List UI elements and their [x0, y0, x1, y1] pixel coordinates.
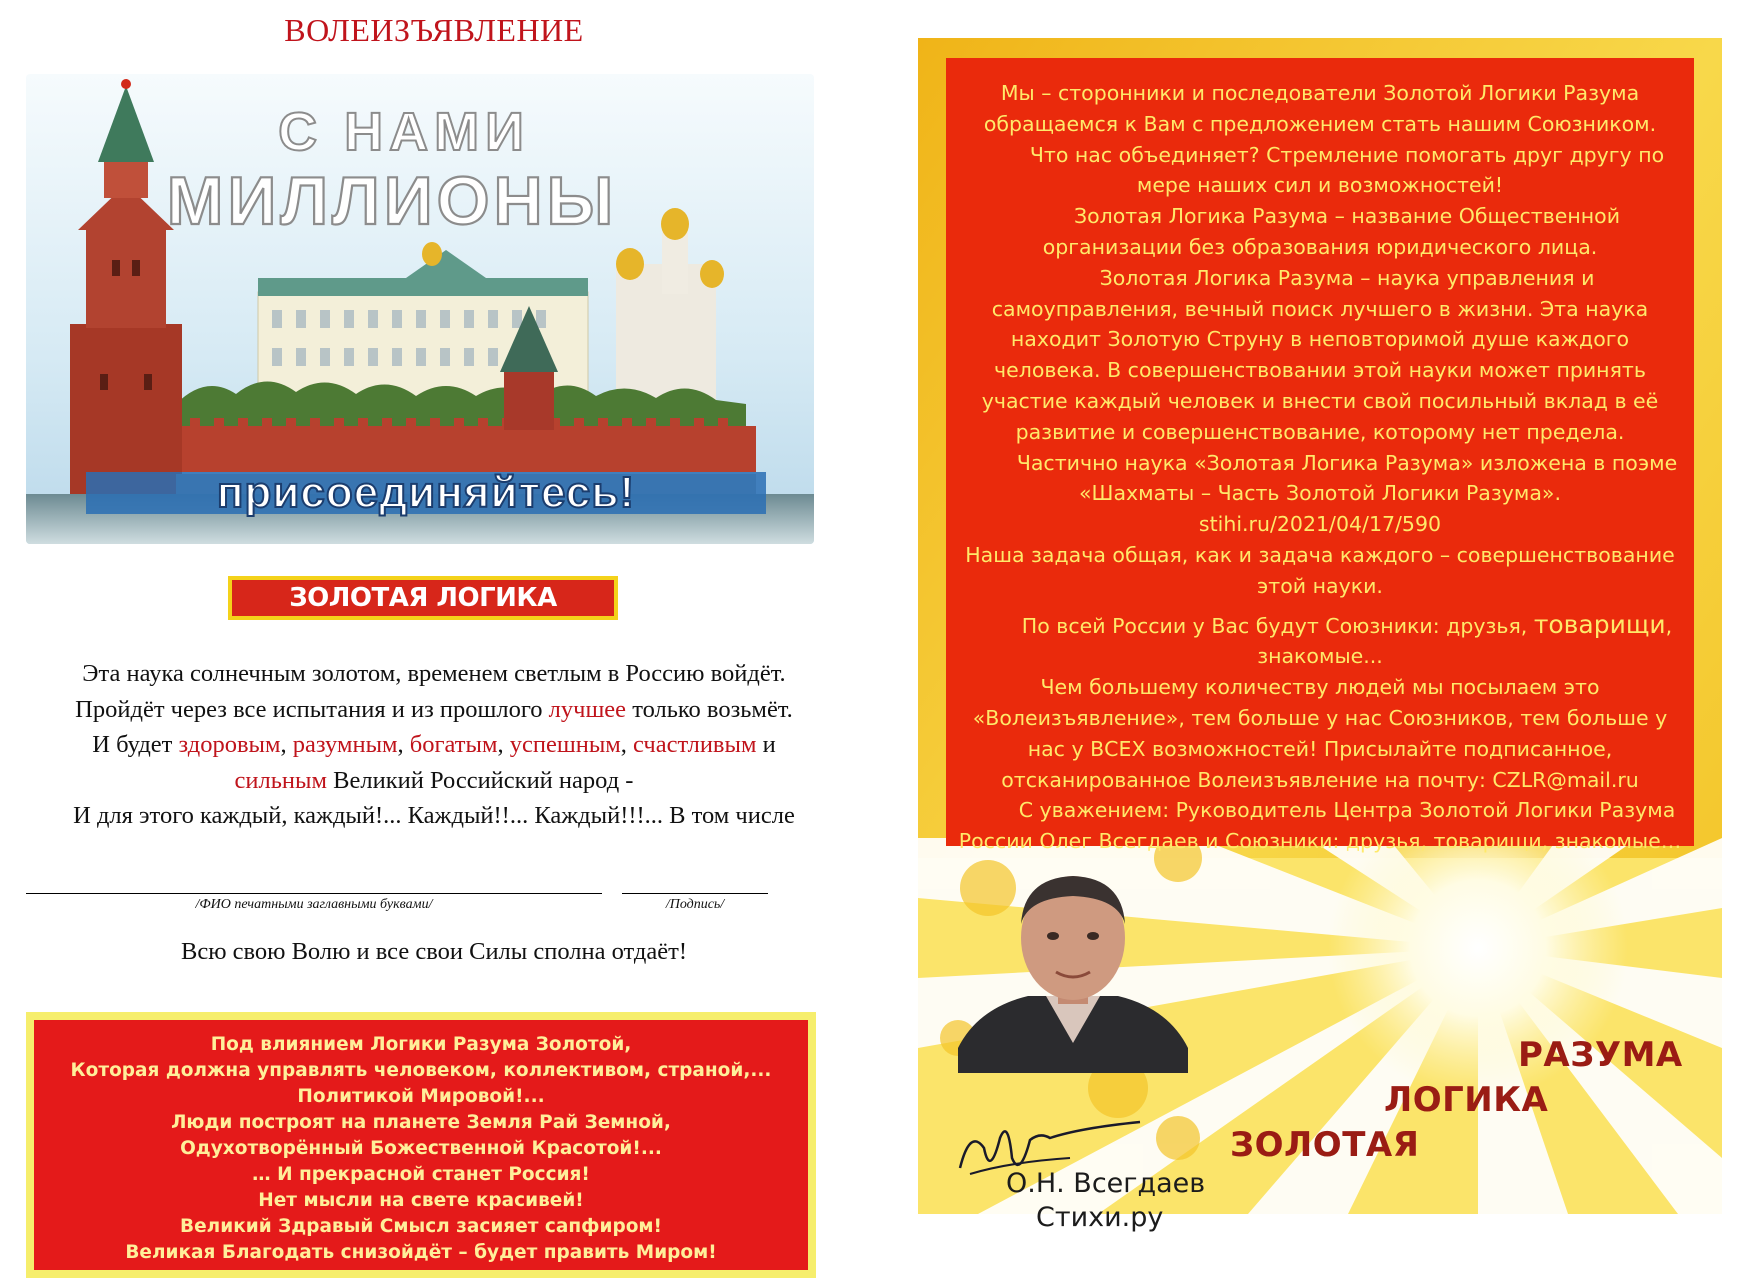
- appeal-paragraph: Наша задача общая, как и задача каждого – совершенствование этой науки.: [965, 542, 1675, 598]
- highlight-word: счастливым: [633, 731, 757, 758]
- highlight-word: разумным: [292, 731, 398, 758]
- quote-line: Великий Здравый Смысл засияет сапфиром!: [180, 1216, 662, 1237]
- document-title: ВОЛЕИЗЪЯВЛЕНИЕ: [284, 12, 584, 48]
- hero-heading-line1: С НАМИ: [278, 102, 530, 162]
- brand-word-razuma: РАЗУМА: [1518, 1035, 1683, 1075]
- appeal-paragraph: По всей России у Вас будут Союзники: друзья, товарищи, знакомые...: [1021, 609, 1673, 669]
- highlight-word: сильным: [234, 766, 328, 794]
- quote-line: Одухотворённый Божественной Красотой!...: [180, 1138, 662, 1159]
- name-field-line[interactable]: [26, 893, 602, 894]
- signature-field-caption: /Подпись/: [665, 897, 725, 912]
- quote-line: Политикой Мировой!...: [297, 1086, 545, 1107]
- quote-line: Нет мысли на свете красивей!: [258, 1190, 584, 1211]
- highlight-word: здоровым: [178, 731, 281, 758]
- quote-line: Люди построят на планете Земля Рай Земной,: [171, 1112, 671, 1133]
- highlight-word: успешным: [509, 731, 621, 758]
- hero-banner-text: присоединяйтесь!: [216, 468, 636, 517]
- poem-text: [0, 656, 868, 834]
- emphasis-word: товарищи: [1533, 609, 1666, 639]
- poem-line: Эта наука солнечным золотом, временем светлым в Россию войдёт.: [82, 660, 786, 687]
- poem-line: И будет здоровым, разумным, богатым, успешным, счастливым и: [92, 731, 776, 758]
- author-site: Стихи.ру: [1036, 1202, 1164, 1233]
- quote-line: Под влиянием Логики Разума Золотой,: [210, 1034, 632, 1055]
- quote-box: [26, 1012, 816, 1278]
- brand-word-logika: ЛОГИКА: [1384, 1080, 1549, 1120]
- author-name: О.Н. Всегдаев: [1006, 1168, 1206, 1199]
- quote-line: Великая Благодать снизойдёт – будет править Миром!: [125, 1242, 717, 1263]
- signature-field-line[interactable]: [622, 893, 768, 894]
- author-portrait: [958, 868, 1188, 1073]
- hero-heading-line2: МИЛЛИОНЫ: [166, 163, 618, 239]
- closing-line: Всю свою Волю и все свои Силы сполна отдаёт!: [180, 938, 688, 965]
- appeal-paragraph: Что нас объединяет? Стремление помогать друг другу по мере наших сил и возможностей!: [1029, 142, 1665, 198]
- appeal-paragraph: С уважением: Руководитель Центра Золотой Логики Разума России Олег Всегдаев и Союзники: друзья, товарищи, знакомые…: [958, 798, 1682, 854]
- name-field-caption: /ФИО печатными заглавными буквами/: [195, 897, 433, 912]
- appeal-paragraph: Золотая Логика Разума – название Общественной организации без образования юридического лица.: [1042, 204, 1621, 259]
- appeal-paragraph: Мы – сторонники и последователи Золотой Логики Разума обращаемся к Вам с предложением стать нашим Союзником.: [983, 81, 1657, 136]
- highlight-word: лучшее: [548, 695, 627, 723]
- kremlin-banner-image: [26, 74, 814, 544]
- appeal-paragraph: Золотая Логика Разума – наука управления и самоуправления, вечный поиск лучшего в жизни. Эта наука находит Золотую Струну в неповторимой душе каждого человека. В совершенствовании этой науки может принять участие каждый человек и внести свой посильный вклад в её развитие и совершенствование, которому нет предела.: [981, 265, 1659, 444]
- poem-line: сильным Великий Российский народ -: [234, 766, 634, 794]
- appeal-panel: [946, 58, 1694, 854]
- poem-line: И для этого каждый, каждый!... Каждый!!... Каждый!!!... В том числе: [73, 802, 795, 829]
- brand-badge: ЗОЛОТАЯ ЛОГИКА РАЗУМА: [228, 576, 618, 620]
- brand-word-zolotaya: ЗОЛОТАЯ: [1230, 1125, 1420, 1165]
- poem-line: Пройдёт через все испытания и из прошлого лучшее только возьмёт.: [75, 695, 793, 723]
- appeal-paragraph: Частично наука «Золотая Логика Разума» изложена в поэме «Шахматы – Часть Золотой Логики Разума». stihi.ru/2021/04/17/590: [1016, 450, 1678, 537]
- highlight-word: богатым: [409, 731, 498, 758]
- appeal-paragraph: Чем большему количеству людей мы посылаем это «Волеизъявление», тем больше у нас Союзников, тем больше у нас у ВСЕХ возможностей! Присылайте подписанное, отсканированное Волеизъявление на почту: CZLR@mail.ru: [972, 675, 1668, 792]
- quote-line: Которая должна управлять человеком, коллективом, страной,...: [70, 1060, 772, 1081]
- quote-line: … И прекрасной станет Россия!: [252, 1164, 590, 1185]
